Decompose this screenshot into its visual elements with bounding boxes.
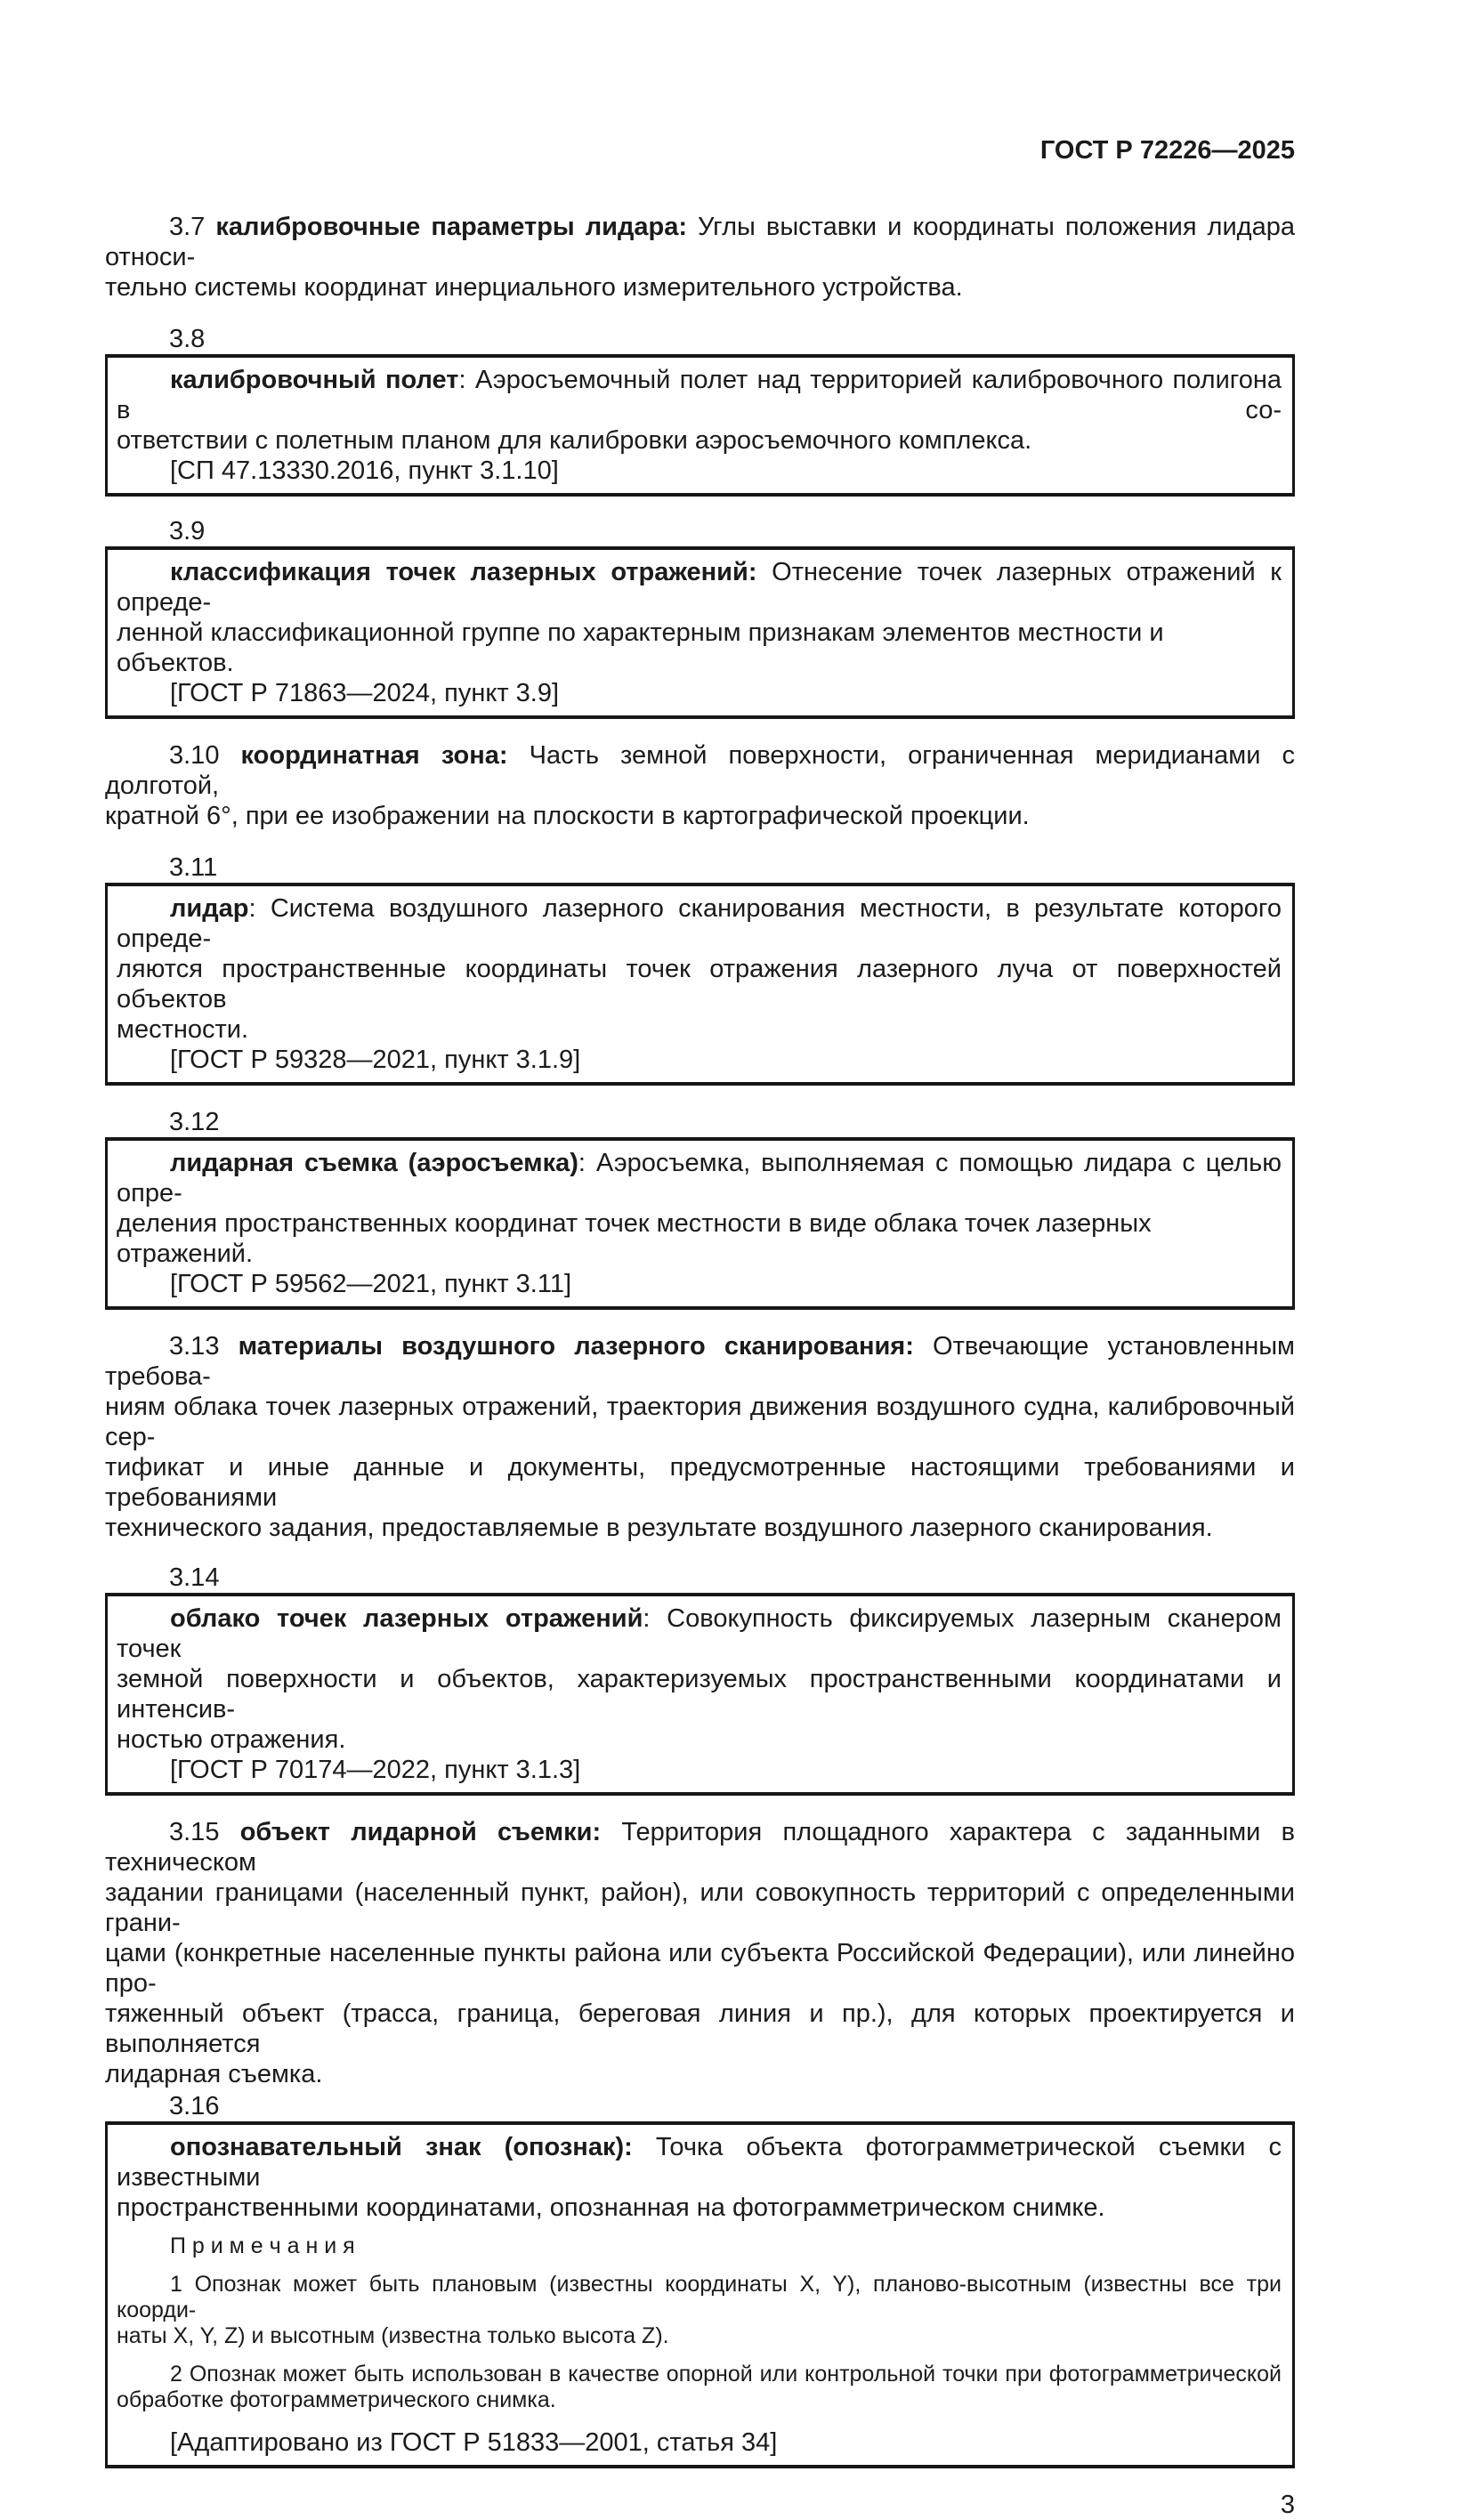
definition-continuation [117, 425, 1282, 456]
section-3-10 [105, 740, 1295, 831]
source-reference: [ГОСТ Р 59562—2021, пункт 3.11] [170, 1270, 572, 1298]
definition-lead: Углы выставки и координаты положения лидара относи- [105, 213, 1295, 271]
definition-lead: : Аэросъемка, выполняемая с помощью лидара с целью опре- [117, 1149, 1282, 1208]
section-3-7 [105, 212, 1295, 303]
definition-first-line [105, 740, 1295, 801]
definition-continuation [105, 272, 1295, 303]
section-label-3-9: 3.9 [169, 517, 206, 545]
text-line: ляются пространственные координаты точек отражения лазерного луча от поверхностей объектов [117, 955, 1282, 1014]
definition-continuation [117, 1208, 1282, 1269]
definition-first-line [105, 1331, 1295, 1392]
definition-first-line [117, 1148, 1282, 1208]
definition-lead: Отвечающие установленным требова- [105, 1332, 1295, 1391]
page-number: 3 [1280, 2491, 1295, 2519]
definition-lead: : Система воздушного лазерного сканирования местности, в результате которого опреде- [117, 894, 1282, 953]
definition-first-line [117, 2132, 1282, 2193]
definition-box-3-12 [105, 1137, 1295, 1310]
definition-continuation [117, 618, 1282, 678]
text-line: ниям облака точек лазерных отражений, траектория движения воздушного судна, калибровочный сер- [105, 1393, 1295, 1451]
section-label-3-8: 3.8 [169, 325, 206, 353]
definition-continuation [105, 801, 1295, 831]
section-3-13 [105, 1331, 1295, 1543]
term: лидар [170, 894, 249, 923]
term: калибровочные параметры лидара: [215, 213, 688, 241]
source-reference: [ГОСТ Р 71863—2024, пункт 3.9] [170, 679, 560, 707]
text-line: тификат и иные данные и документы, предусмотренные настоящими требованиями и требованиями [105, 1453, 1295, 1512]
document-header: ГОСТ Р 72226—2025 [1039, 136, 1295, 165]
definition-box-3-16 [105, 2121, 1295, 2468]
text-line: деления пространственных координат точек местности в виде облака точек лазерных отражений. [117, 1209, 1152, 1268]
definition-first-line [105, 1817, 1295, 1878]
text-line: кратной 6°, при ее изображении на плоскости в картографической проекции. [105, 802, 1030, 830]
text-line: местности. [117, 1015, 249, 1044]
term: материалы воздушного лазерного сканирования: [238, 1332, 914, 1361]
term: координатная зона: [240, 741, 508, 770]
definition-lead: Отнесение точек лазерных отражений к опреде- [117, 558, 1282, 617]
term: классификация точек лазерных отражений: [170, 558, 757, 586]
term: опознавательный знак (опознак): [170, 2133, 633, 2161]
text-line: ностью отражения. [117, 1725, 346, 1754]
source-reference: [Адаптировано из ГОСТ Р 51833—2001, статья 34] [170, 2428, 778, 2457]
text-line: ответствии с полетным планом для калибровки аэросъемочного комплекса. [117, 426, 1032, 455]
definition-continuation [117, 1664, 1282, 1755]
section-label-3-16: 3.16 [169, 2092, 220, 2120]
term: лидарная съемка (аэросъемка) [170, 1149, 578, 1177]
text-line: цами (конкретные населенные пункты района или субъекта Российской Федерации), или линейно про- [105, 1939, 1295, 1998]
definition-first-line [117, 893, 1282, 954]
definition-lead: Часть земной поверхности, ограниченная меридианами с долготой, [105, 741, 1296, 800]
text-line: наты X, Y, Z) и высотным (известна только высота Z). [117, 2323, 669, 2348]
source-reference: [СП 47.13330.2016, пункт 3.1.10] [170, 456, 559, 485]
term: калибровочный полет [170, 366, 459, 394]
text-line: технического задания, предоставляемые в результате воздушного лазерного сканирования. [105, 1514, 1213, 1542]
section-label-3-14: 3.14 [169, 1563, 220, 1592]
definition-first-line [117, 365, 1282, 425]
term: объект лидарной съемки: [239, 1818, 602, 1846]
note-1 [117, 2272, 1282, 2349]
definition-first-line [105, 212, 1295, 272]
text-line: земной поверхности и объектов, характеризуемых пространственными координатами и интенсив- [117, 1665, 1282, 1724]
definition-continuation [105, 1392, 1295, 1543]
definition-continuation [117, 954, 1282, 1045]
definition-box-3-8 [105, 354, 1295, 497]
text-line: ленной классификационной группе по характерным признакам элементов местности и объектов. [117, 618, 1164, 677]
text-line: тельно системы координат инерциального измерительного устройства. [105, 273, 963, 302]
term: облако точек лазерных отражений [170, 1604, 643, 1633]
text-line: задании границами (населенный пункт, район), или совокупность территорий с определенными грани- [105, 1878, 1295, 1937]
definition-box-3-9 [105, 546, 1295, 719]
definition-box-3-14 [105, 1593, 1295, 1796]
definition-lead: : Аэросъемочный полет над территорией калибровочного полигона в со- [117, 366, 1282, 424]
section-3-15 [105, 1817, 1295, 2089]
definition-lead: Точка объекта фотограмметрической съемки с известными [117, 2133, 1282, 2192]
source-reference: [ГОСТ Р 70174—2022, пункт 3.1.3] [170, 1756, 581, 1784]
definition-continuation [105, 1878, 1295, 2089]
source-reference: [ГОСТ Р 59328—2021, пункт 3.1.9] [170, 1046, 581, 1074]
definition-first-line [117, 557, 1282, 618]
section-number: 3.7 [169, 213, 216, 241]
text-line: пространственными координатами, опознанная на фотограмметрическом снимке. [117, 2193, 1105, 2222]
text-line: 2 Опознак может быть использован в качестве опорной или контрольной точки при фотограмметрической [170, 2362, 1282, 2387]
definition-box-3-11 [105, 883, 1295, 1086]
section-number: 3.10 [169, 741, 241, 770]
document-page [0, 135, 1472, 2519]
text-line: тяженный объект (трасса, граница, береговая линия и пр.), для которых проектируется и выполняется [105, 1999, 1295, 2058]
definition-lead: Территория площадного характера с заданными в техническом [105, 1818, 1296, 1877]
notes-heading: П р и м е ч а н и я [170, 2233, 355, 2258]
section-label-3-11: 3.11 [169, 853, 218, 882]
definition-continuation [117, 2193, 1282, 2223]
section-number: 3.15 [169, 1818, 240, 1846]
text-line: лидарная съемка. [105, 2060, 323, 2088]
definition-first-line [117, 1603, 1282, 1664]
section-number: 3.13 [169, 1332, 239, 1361]
text-line: обработке фотограмметрического снимка. [117, 2387, 556, 2412]
definition-lead: : Совокупность фиксируемых лазерным сканером точек [117, 1604, 1282, 1663]
section-label-3-12: 3.12 [169, 1108, 220, 1136]
note-2 [117, 2362, 1282, 2413]
text-line: 1 Опознак может быть плановым (известны координаты X, Y), планово-высотным (известны все три коорди- [117, 2272, 1282, 2322]
